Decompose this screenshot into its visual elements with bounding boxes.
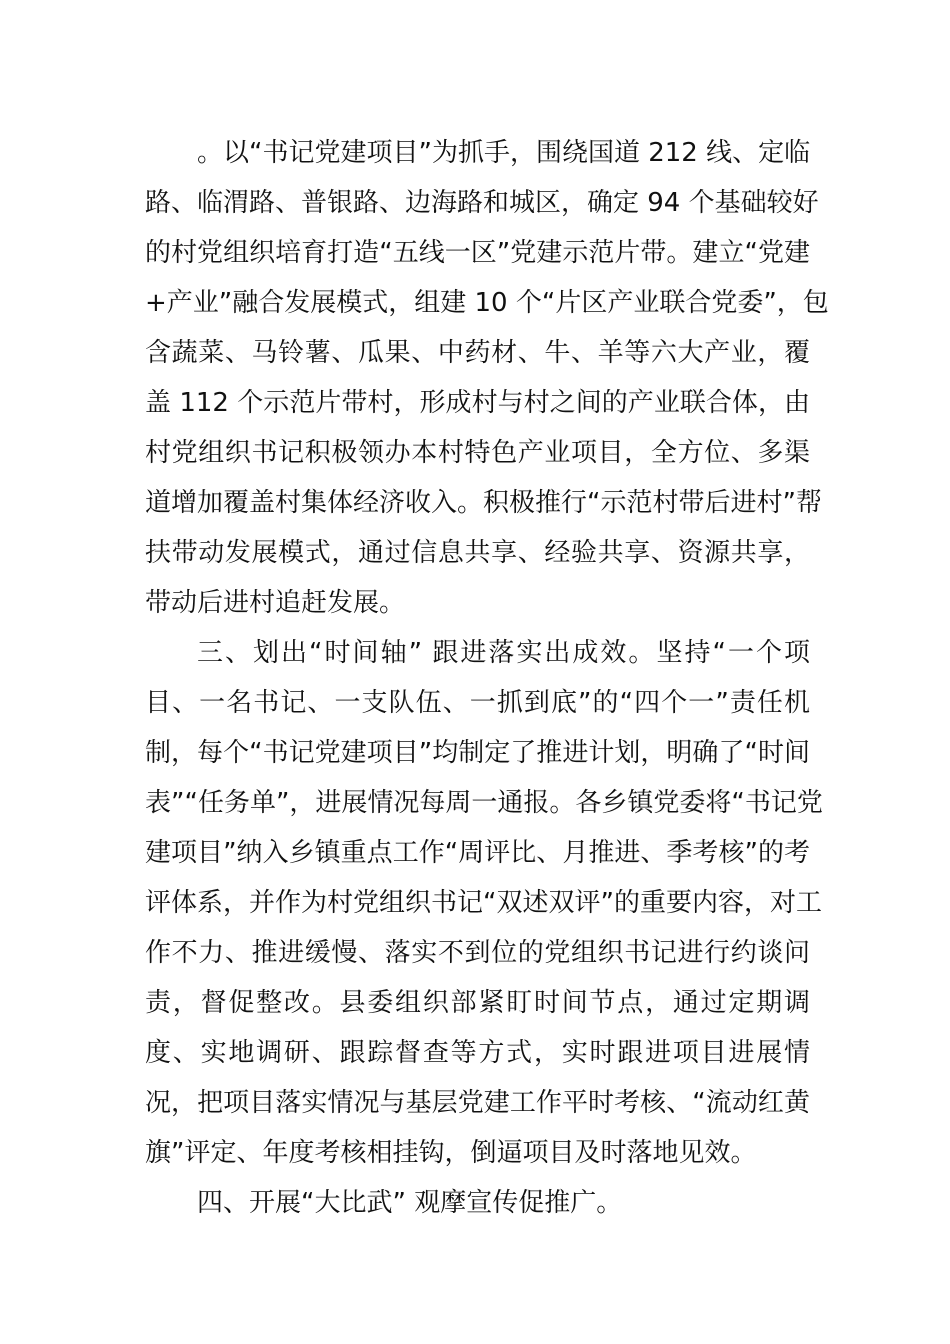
paragraph-1-line-3: 的村党组织培育打造“五线一区”党建示范片带。建立“党建 (145, 238, 810, 268)
paragraph-2-line-7: 作不力、推进缓慢、落实不到位的党组织书记进行约谈问 (145, 938, 810, 968)
paragraph-1-line-2: 路、临渭路、普银路、边海路和城区，确定 94 个基础较好 (145, 188, 819, 218)
paragraph-2-line-5: 建项目”纳入乡镇重点工作“周评比、月推进、季考核”的考 (145, 838, 810, 868)
paragraph-3-line-1: 四、开展“大比武” 观摩宣传促推广。 (197, 1188, 623, 1218)
paragraph-1-line-4: +产业”融合发展模式，组建 10 个“片区产业联合党委”，包 (145, 288, 829, 318)
paragraph-1-line-9: 扶带动发展模式，通过信息共享、经验共享、资源共享， (145, 538, 810, 568)
paragraph-2-line-1: 三、划出“时间轴” 跟进落实出成效。坚持“一个项 (197, 638, 810, 668)
paragraph-2-line-9: 度、实地调研、跟踪督查等方式，实时跟进项目进展情 (145, 1038, 810, 1068)
paragraph-1-line-5: 含蔬菜、马铃薯、瓜果、中药材、牛、羊等六大产业，覆 (145, 338, 810, 368)
paragraph-2-line-3: 制，每个“书记党建项目”均制定了推进计划，明确了“时间 (145, 738, 810, 768)
paragraph-2-line-6: 评体系，并作为村党组织书记“双述双评”的重要内容，对工 (145, 888, 822, 918)
paragraph-1-line-7: 村党组织书记积极领办本村特色产业项目，全方位、多渠 (145, 438, 810, 468)
paragraph-1-line-8: 道增加覆盖村集体经济收入。积极推行“示范村带后进村”帮 (145, 488, 822, 518)
paragraph-2-line-8: 责，督促整改。县委组织部紧盯时间节点，通过定期调 (145, 988, 810, 1018)
paragraph-2-line-2: 目、一名书记、一支队伍、一抓到底”的“四个一”责任机 (145, 688, 810, 718)
paragraph-2-line-10: 况，把项目落实情况与基层党建工作平时考核、“流动红黄 (145, 1088, 810, 1118)
paragraph-2-line-11: 旗”评定、年度考核相挂钩，倒逼项目及时落地见效。 (145, 1138, 757, 1168)
paragraph-1-line-1: 。以“书记党建项目”为抓手，围绕国道 212 线、定临 (197, 138, 811, 168)
paragraph-1-line-10: 带动后进村追赶发展。 (145, 588, 406, 618)
paragraph-1-line-6: 盖 112 个示范片带村，形成村与村之间的产业联合体，由 (145, 388, 810, 418)
paragraph-2-line-4: 表”“任务单”，进展情况每周一通报。各乡镇党委将“书记党 (145, 788, 823, 818)
